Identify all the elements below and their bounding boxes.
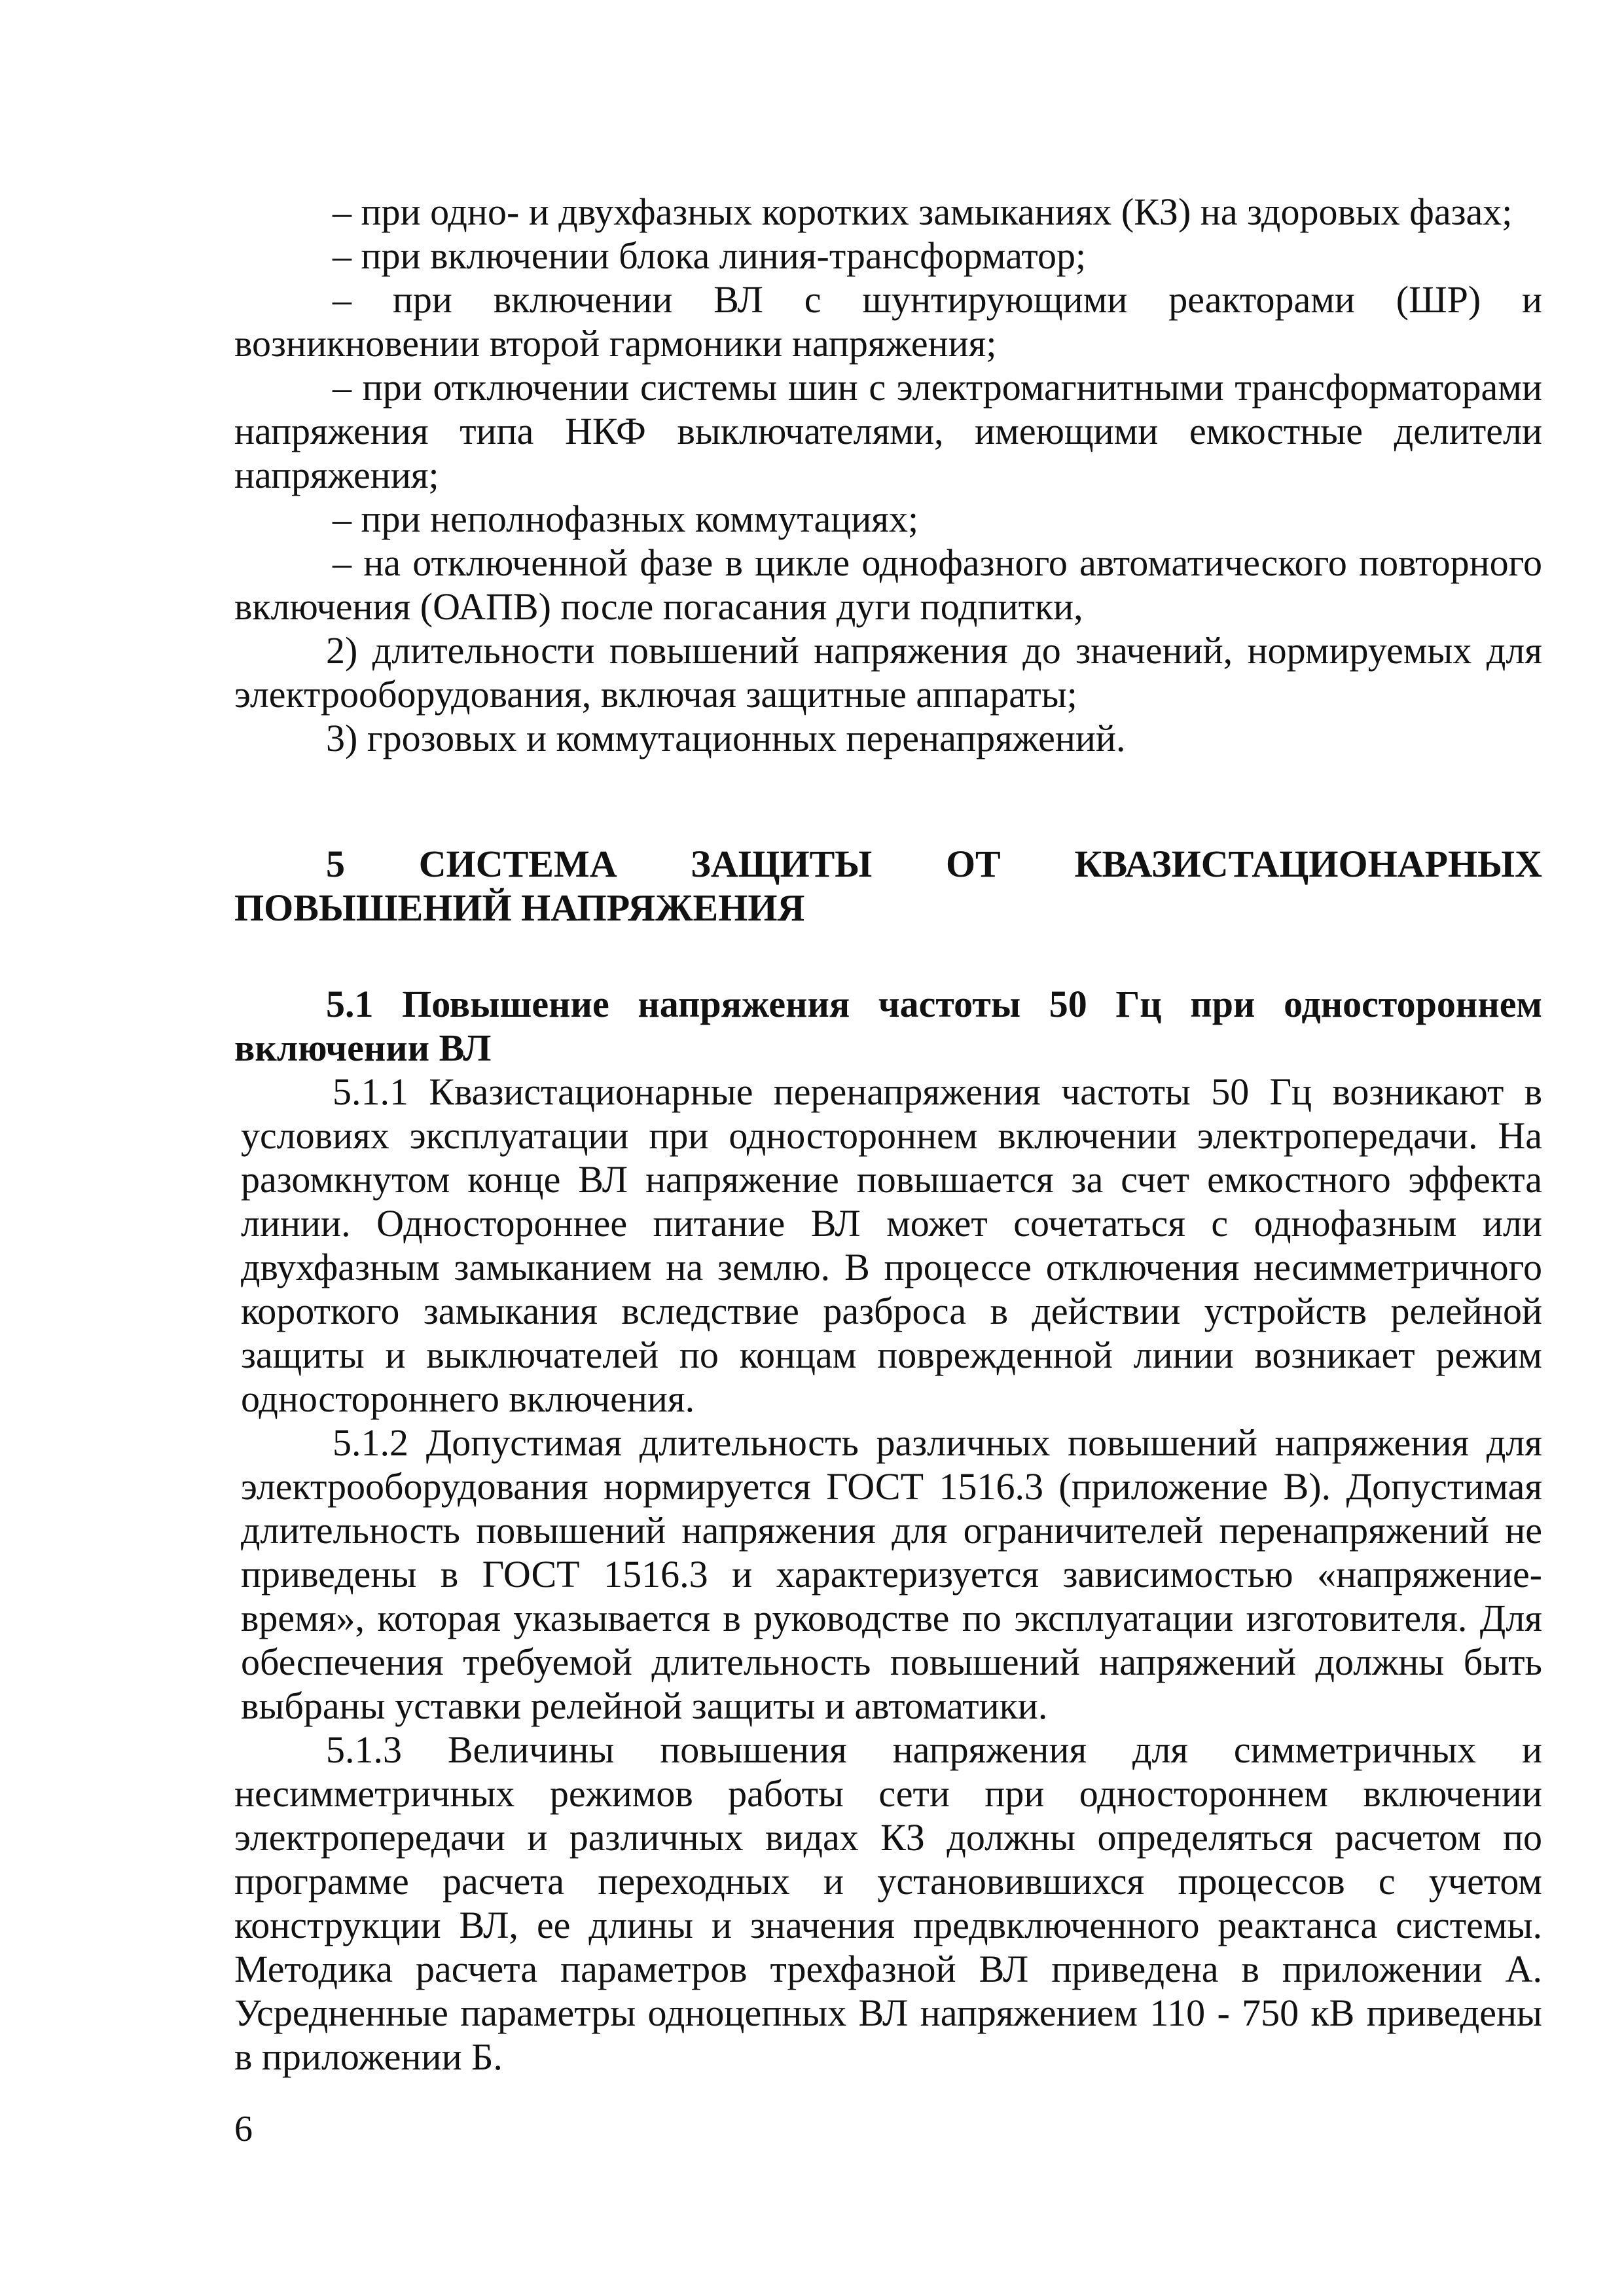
- page-number: 6: [234, 2109, 253, 2149]
- paragraph-5-1-1: 5.1.1 Квазистационарные перенапряжения частоты 50 Гц возникают в условиях эксплуатации при одностороннем включении электропередачи. На разомкнутом конце ВЛ напряжение повышается за счет емкостного эффекта линии. Одностороннее питание ВЛ может сочетаться с однофазным или двухфазным замыканием на землю. В процессе отключения несимметричного короткого замыкания вследствие разброса в действии устройств релейной защиты и выключателей по концам поврежденной линии возникает режим одностороннего включения.: [241, 1070, 1542, 1420]
- paragraph-5-1-3: 5.1.3 Величины повышения напряжения для симметричных и несимметричных режимов работы сети при одностороннем включении электропередачи и различных видах КЗ должны определяться расчетом по программе расчета переходных и установившихся процессов с учетом конструкции ВЛ, ее длины и значения предвключенного реактанса системы. Методика расчета параметров трехфазной ВЛ приведена в приложении А. Усредненные параметры одноцепных ВЛ напряжением 110 - 750 кВ приведены в приложении Б.: [234, 1728, 1542, 2078]
- paragraph-5-1-2: 5.1.2 Допустимая длительность различных повышений напряжения для электрооборудования нормируется ГОСТ 1516.3 (приложение В). Допустимая длительность повышений напряжения для ограничителей перенапряжений не приведены в ГОСТ 1516.3 и характеризуется зависимостью «напряжение-время», которая указывается в руководстве по эксплуатации изготовителя. Для обеспечения требуемой длительность повышений напряжений должны быть выбраны уставки релейной защиты и автоматики.: [241, 1421, 1542, 1727]
- list-item: – при включении ВЛ с шунтирующими реакторами (ШР) и возникновении второй гармоники напряжения;: [234, 278, 1542, 365]
- list-item: – на отключенной фазе в цикле однофазного автоматического повторного включения (ОАПВ) после погасания дуги подпитки,: [234, 541, 1542, 628]
- page-content: [234, 190, 1542, 2079]
- spacer: [234, 760, 1542, 842]
- subsection-body: [234, 1070, 1542, 1728]
- list-item: – при неполнофазных коммутациях;: [333, 498, 919, 540]
- subsection-heading: 5.1 Повышение напряжения частоты 50 Гц при одностороннем включении ВЛ: [234, 983, 1542, 1069]
- section-heading: 5 СИСТЕМА ЗАЩИТЫ ОТ КВАЗИСТАЦИОНАРНЫХ ПОВЫШЕНИЙ НАПРЯЖЕНИЯ: [234, 843, 1542, 929]
- list-item: – при одно- и двухфазных коротких замыканиях (КЗ) на здоровых фазах;: [333, 191, 1513, 233]
- list-item: – при включении блока линия-трансформатор;: [333, 234, 1087, 277]
- list-item: – при отключении системы шин с электромагнитными трансформаторами напряжения типа НКФ выключателями, имеющими емкостные делители напряжения;: [234, 366, 1542, 496]
- spacer: [234, 930, 1542, 982]
- numbered-item: 2) длительности повышений напряжения до значений, нормируемых для электрооборудования, включая защитные аппараты;: [234, 629, 1542, 716]
- numbered-item: 3) грозовых и коммутационных перенапряжений.: [326, 717, 1126, 759]
